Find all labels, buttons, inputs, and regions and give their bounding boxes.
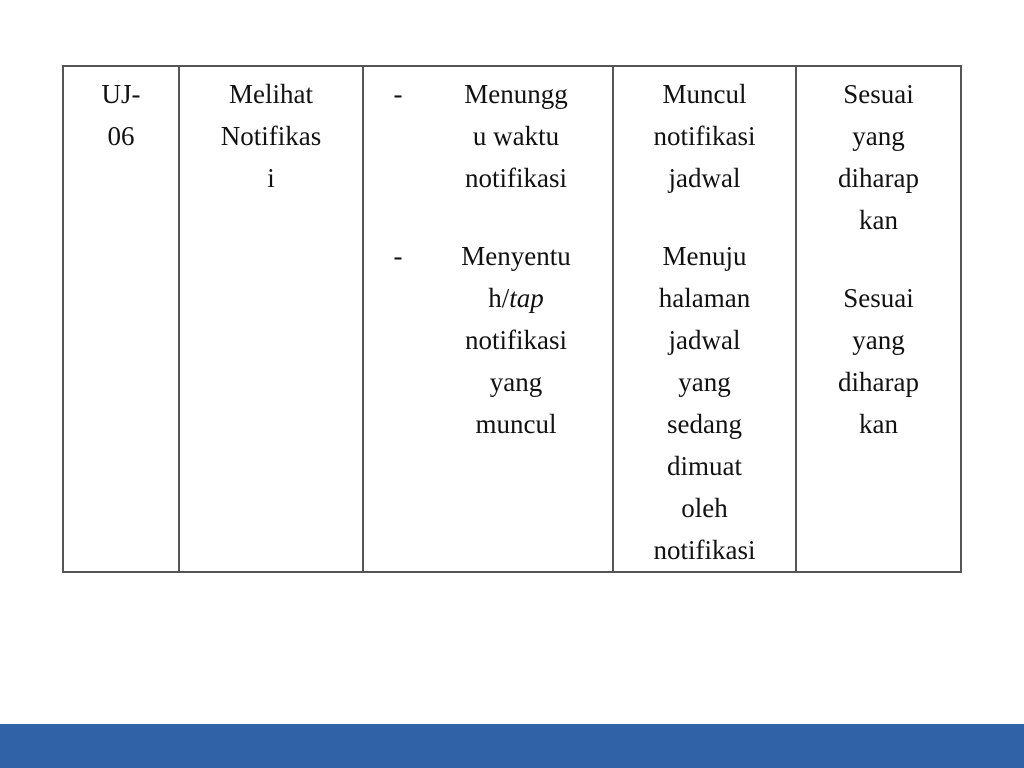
expected-result-cell [613,66,796,572]
expected-line: jadwal [668,325,741,355]
expected-spacer [620,199,789,235]
actual-result-cell [796,66,961,572]
result-line: yang [852,325,905,355]
step-line-italic: tap [509,283,544,313]
result-spacer [803,241,954,277]
step-line-mixed [426,277,606,319]
step-bullet: - [393,79,403,109]
result-line: Sesuai [843,79,914,109]
step-line: notifikasi [465,163,567,193]
feature-line: Notifikas [220,121,322,151]
step-text [426,235,606,445]
expected-line: sedang [667,409,742,439]
step-line: Menyentu [461,241,571,271]
feature-cell [179,66,363,572]
step-text [426,73,606,199]
expected-line: jadwal [668,163,741,193]
test-id-line: 06 [107,121,135,151]
feature-line: i [267,163,275,193]
step-item [370,235,606,445]
table-row [63,66,961,572]
step-line: u waktu [472,121,560,151]
expected-line: dimuat [667,451,742,481]
expected-line: oleh [681,493,728,523]
result-line: kan [859,409,898,439]
test-id-line: UJ- [101,79,141,109]
step-item [370,73,606,199]
steps-cell [363,66,613,572]
footer-bar [0,724,1024,768]
feature-line: Melihat [229,79,313,109]
expected-line: halaman [658,283,751,313]
expected-line: notifikasi [653,535,756,565]
test-case-table [62,65,962,573]
result-line: Sesuai [843,283,914,313]
step-line: muncul [475,409,557,439]
step-line-prefix: h/ [488,283,510,313]
step-line: yang [489,367,543,397]
step-bullet: - [393,241,403,271]
step-line: Menungg [464,79,568,109]
result-line: diharap [838,367,919,397]
step-spacer [370,199,606,235]
result-line: kan [859,205,898,235]
expected-line: Muncul [662,79,747,109]
expected-line: yang [678,367,731,397]
expected-line: Menuju [662,241,747,271]
test-id-cell [63,66,179,572]
result-line: diharap [838,163,919,193]
result-line: yang [852,121,905,151]
expected-line: notifikasi [653,121,756,151]
step-line: notifikasi [465,325,567,355]
